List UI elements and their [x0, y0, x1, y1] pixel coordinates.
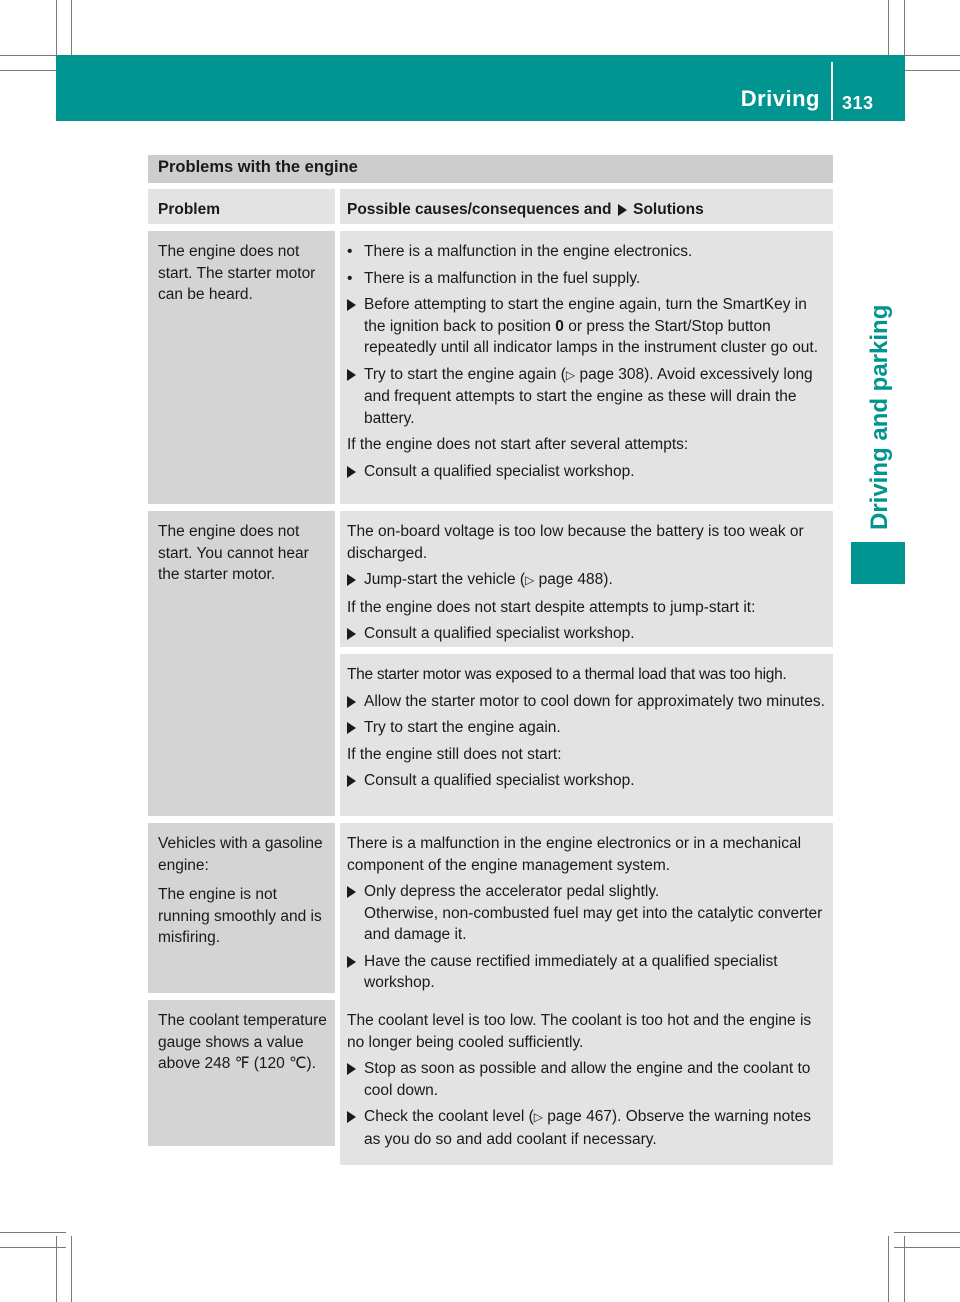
- crop-mark: [894, 1232, 960, 1233]
- header-solutions-label: Possible causes/consequences and: [347, 201, 612, 218]
- solution-block: [340, 511, 833, 647]
- paragraph: If the engine does not start despite attempts to jump-start it:: [347, 598, 756, 616]
- problem-cell: [148, 823, 335, 993]
- step-text: page 308). Avoid excessively long and frequent attempts to start the engine as these will drain the battery.: [364, 365, 813, 427]
- step-text: Jump-start the vehicle (: [364, 571, 526, 588]
- crop-mark: [904, 1236, 905, 1302]
- list-item: [347, 951, 827, 994]
- page-number: 313: [842, 93, 874, 113]
- paragraph: If the engine still does not start:: [347, 745, 562, 763]
- arrow-icon: [347, 1111, 356, 1123]
- crop-mark: [888, 1236, 889, 1302]
- problem-cell: [148, 511, 335, 816]
- arrow-icon: [347, 466, 356, 478]
- list-item: [347, 1058, 827, 1101]
- crop-mark: [0, 1247, 66, 1248]
- problems-table: [148, 189, 833, 1153]
- problem-text: The engine does not start. You cannot hear the starter motor.: [158, 523, 309, 583]
- header-divider: [831, 62, 833, 120]
- step-text: Consult a qualified specialist workshop.: [364, 772, 635, 789]
- page-ref-icon: ▷: [565, 367, 576, 382]
- arrow-icon: [347, 369, 356, 381]
- solution-block: [340, 231, 833, 504]
- bullet-icon: •: [347, 243, 353, 260]
- bullet-icon: •: [347, 269, 353, 287]
- paragraph: If the engine does not start after several attempts:: [347, 436, 689, 453]
- step-text: Allow the starter motor to cool down for approximately two minutes.: [364, 692, 825, 710]
- position-value: 0: [555, 317, 564, 335]
- section-header-title: Driving: [740, 86, 820, 111]
- arrow-icon: [347, 696, 356, 708]
- list-item: [347, 569, 827, 592]
- arrow-icon: [347, 628, 356, 640]
- table-row: [148, 1000, 833, 1146]
- solution-cell: [340, 823, 833, 993]
- list-item: [347, 1106, 827, 1150]
- list-item: [347, 461, 827, 483]
- arrow-icon: [347, 775, 356, 787]
- step-text: Try to start the engine again (: [364, 365, 566, 383]
- solution-cell: [340, 511, 833, 816]
- problem-cell: [148, 231, 335, 504]
- step-text: Otherwise, non-combusted fuel may get into the catalytic converter and damage it.: [364, 904, 823, 943]
- header-solutions: [340, 189, 833, 224]
- arrow-icon: [347, 574, 356, 586]
- table-header-row: [148, 189, 833, 224]
- crop-mark: [71, 1236, 72, 1302]
- list-item: [347, 770, 827, 792]
- step-text: or press the Start/Stop button repeatedly until all indicator lamps in the instrument cluster go out.: [364, 317, 819, 356]
- step-text: page 467). Observe the warning notes as you do so and add coolant if necessary.: [364, 1108, 811, 1148]
- problem-text: Vehicles with a gasoline engine:: [158, 835, 323, 874]
- solution-cell: [340, 231, 833, 504]
- page-ref-icon: ▷: [533, 1110, 543, 1124]
- cause-text: There is a malfunction in the fuel supply.: [364, 269, 641, 287]
- arrow-icon: [618, 204, 627, 216]
- list-item: [347, 294, 827, 359]
- step-text: Have the cause rectified immediately at a qualified specialist workshop.: [364, 952, 778, 991]
- step-text: page 488).: [538, 571, 613, 588]
- crop-mark: [0, 1232, 66, 1233]
- table-row: [148, 231, 833, 504]
- arrow-icon: [347, 956, 356, 968]
- problem-text: The coolant temperature gauge shows a value above 248 ℉ (120 ℃).: [158, 1012, 327, 1072]
- list-item: [347, 623, 827, 645]
- arrow-icon: [347, 1063, 356, 1075]
- solution-block: [340, 1000, 833, 1165]
- table-row: [148, 511, 833, 816]
- paragraph: The starter motor was exposed to a thermal load that was too high.: [347, 666, 787, 683]
- step-text: Before attempting to start the engine again, turn the SmartKey in the ignition back to position: [364, 296, 807, 335]
- step-text: Try to start the engine again.: [364, 719, 561, 736]
- header-solutions-label-2: Solutions: [633, 201, 704, 218]
- step-text: Consult a qualified specialist workshop.: [364, 462, 635, 480]
- paragraph: The coolant level is too low. The coolant is too hot and the engine is no longer being cooled sufficiently.: [347, 1012, 812, 1051]
- list-item: [347, 881, 827, 946]
- problem-text: The engine is not running smoothly and is misfiring.: [158, 886, 322, 946]
- step-text: Check the coolant level (: [364, 1108, 534, 1125]
- chapter-tab-marker: [851, 542, 905, 584]
- arrow-icon: [347, 299, 356, 311]
- table-row: [148, 823, 833, 993]
- crop-mark: [56, 1236, 57, 1302]
- header-problem: Problem: [148, 189, 335, 224]
- solution-block: [340, 823, 833, 1009]
- solution-cell: [340, 1000, 833, 1146]
- chapter-side-label: Driving and parking: [866, 304, 893, 530]
- arrow-icon: [347, 722, 356, 734]
- step-text: Consult a qualified specialist workshop.: [364, 625, 635, 642]
- table-title: Problems with the engine: [148, 155, 833, 183]
- list-item: [347, 268, 827, 290]
- problem-cell: [148, 1000, 335, 1146]
- step-text: Stop as soon as possible and allow the engine and the coolant to cool down.: [364, 1060, 811, 1099]
- step-text: Only depress the accelerator pedal slightly.: [364, 883, 660, 900]
- paragraph: The on-board voltage is too low because the battery is too weak or discharged.: [347, 523, 804, 562]
- page-ref-icon: ▷: [525, 573, 535, 587]
- paragraph: There is a malfunction in the engine electronics or in a mechanical component of the engine management system.: [347, 835, 802, 874]
- crop-mark: [894, 1247, 960, 1248]
- list-item: [347, 717, 827, 739]
- solution-block: [340, 654, 833, 816]
- cause-text: There is a malfunction in the engine electronics.: [364, 243, 693, 260]
- arrow-icon: [347, 886, 356, 898]
- problem-text: The engine does not start. The starter motor can be heard.: [158, 243, 316, 303]
- list-item: [347, 364, 827, 430]
- list-item: [347, 241, 827, 263]
- list-item: [347, 691, 827, 713]
